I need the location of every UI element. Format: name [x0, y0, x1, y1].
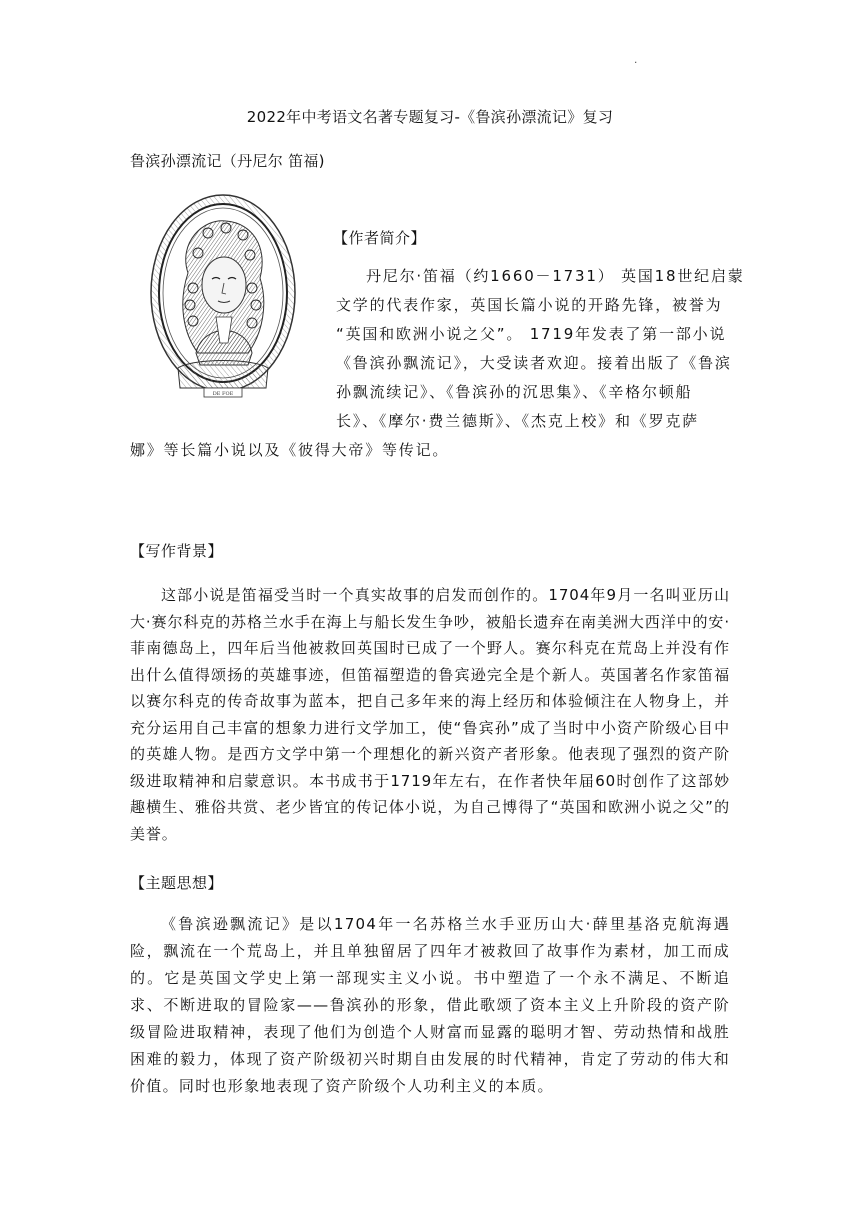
author-intro-line: 丹尼尔·笛福（约1660－1731） 英国18世纪启蒙 [366, 267, 745, 285]
background-paragraph: 这部小说是笛福受当时一个真实故事的启发而创作的。1704年9月一名叫亚历山大·赛尔科克的苏格兰水手在海上与船长发生争吵，被船长遗弃在南美洲大西洋中的安·菲南德岛上，四年后当他被救回英国时已成了一个野人。赛尔科克在荒岛上并没有作出什么值得颂扬的英雄事迹，但笛福塑造的鲁宾逊完全是个新人。英国著名作家笛福以赛尔科克的传奇故事为蓝本，把自己多年来的海上经历和体验倾注在人物身上，并充分运用自己丰富的想象力进行文学加工，使“鲁宾孙”成了当时中小资产阶级心目中的英雄人物。是西方文学中第一个理想化的新兴资产者形象。他表现了强烈的资产阶级进取精神和启蒙意识。本书成书于1719年左右，在作者快年届60时创作了这部妙趣横生、雅俗共赏、老少皆宜的传记体小说，为自己博得了“英国和欧洲小说之父”的美誉。 [130, 586, 730, 843]
header-mark: . [634, 52, 638, 66]
svg-text:DE FOE: DE FOE [212, 391, 234, 397]
author-intro-heading: 【作者简介】 [333, 229, 427, 247]
author-intro-line: 《鲁滨孙飘流记》，大受读者欢迎。接着出版了《鲁滨 [336, 354, 732, 372]
author-intro-line: 孙飘流续记》、《鲁滨孙的沉思集》、《辛格尔顿船 [336, 383, 693, 401]
book-author-line: 鲁滨孙漂流记（丹尼尔 笛福) [130, 152, 325, 170]
author-intro-line: 长》、《摩尔·费兰德斯》、《杰克上校》和《罗克萨 [336, 412, 699, 430]
background-heading: 【写作背景】 [130, 542, 224, 560]
author-intro-paragraph [130, 262, 745, 465]
author-intro-line: 娜》等长篇小说以及《彼得大帝》等传记。 [130, 441, 450, 459]
document-title: 2022年中考语文名著专题复习-《鲁滨孙漂流记》复习 [246, 108, 614, 126]
theme-heading: 【主题思想】 [130, 874, 224, 892]
author-intro-line: 文学的代表作家，英国长篇小说的开路先锋，被誉为 [336, 296, 723, 314]
theme-paragraph: 《鲁滨逊飘流记》是以1704年一名苏格兰水手亚历山大·薛里基洛克航海遇险，飘流在一个荒岛上，并且单独留居了四年才被救回了故事作为素材，加工而成的。它是英国文学史上第一部现实主义小说。书中塑造了一个永不满足、不断追求、不断进取的冒险家——鲁滨孙的形象，借此歌颂了资本主义上升阶段的资产阶级冒险进取精神，表现了他们为创造个人财富而显露的聪明才智、劳动热情和战胜困难的毅力，体现了资产阶级初兴时期自由发展的时代精神，肯定了劳动的伟大和价值。同时也形象地表现了资产阶级个人功利主义的本质。 [130, 915, 730, 1095]
author-intro-line: “英国和欧洲小说之父”。 1719年发表了第一部小说 [336, 325, 727, 343]
